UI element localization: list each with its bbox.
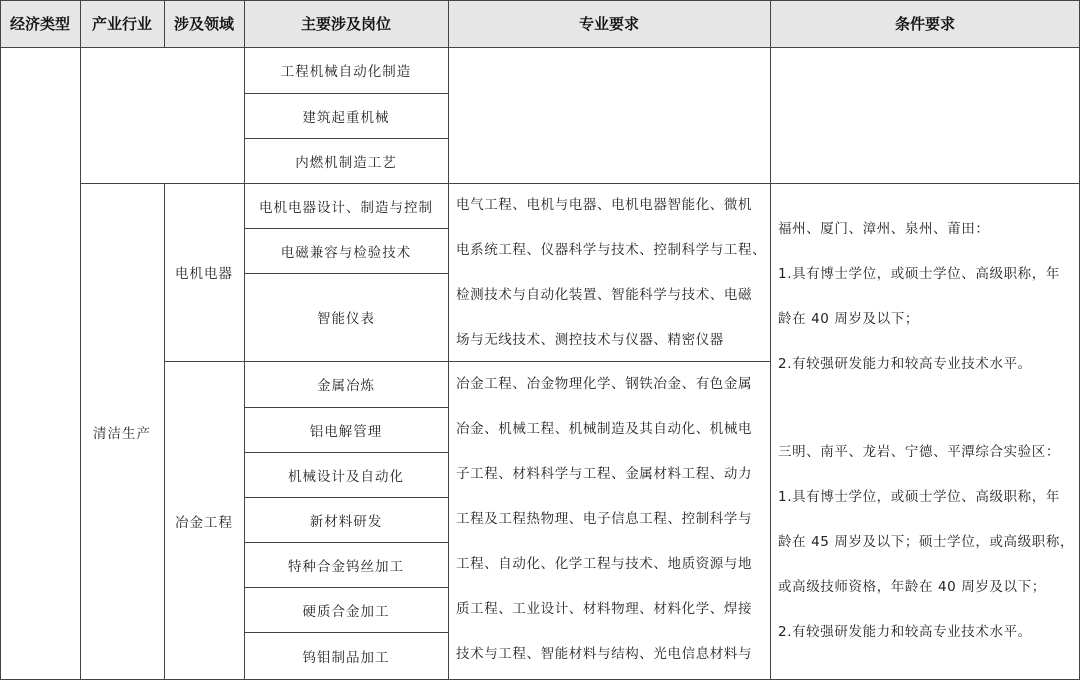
position-cell: 电机电器设计、制造与控制 <box>259 199 433 216</box>
grid-line <box>0 0 1 680</box>
position-cell: 智能仪表 <box>317 311 375 327</box>
condition-line: 福州、厦门、漳州、泉州、莆田： <box>778 221 990 237</box>
majors-line: 工程、自动化、化学工程与技术、地质资源与地 <box>456 556 753 572</box>
grid-line <box>770 0 771 680</box>
field-motor-cell: 电机电器 <box>175 266 233 282</box>
position-cell: 电磁兼容与检验技术 <box>280 244 412 261</box>
position-cell: 特种合金钨丝加工 <box>288 558 404 575</box>
header-majors: 专业要求 <box>578 15 639 33</box>
majors-motor-text <box>456 183 766 363</box>
conditions-group1-text <box>778 207 1060 387</box>
condition-line: 龄在 40 周岁及以下； <box>778 311 919 327</box>
position-cell: 工程机械自动化制造 <box>280 64 412 80</box>
header-industry: 产业行业 <box>91 15 152 33</box>
position-cell: 机械设计及自动化 <box>288 468 404 485</box>
majors-line: 冶金工程、冶金物理化学、钢铁冶金、有色金属 <box>456 376 753 392</box>
grid-line <box>448 0 449 680</box>
condition-line: 1.具有博士学位，或硕士学位、高级职称，年 <box>778 489 1060 505</box>
position-cell: 铝电解管理 <box>309 423 383 440</box>
grid-line <box>0 47 1080 48</box>
majors-line: 电系统工程、仪器科学与技术、控制科学与工程、 <box>456 242 767 258</box>
majors-line: 质工程、工业设计、材料物理、材料化学、焊接 <box>456 601 753 617</box>
position-cell: 内燃机制造工艺 <box>295 154 397 171</box>
conditions-group2-text <box>778 430 1074 655</box>
majors-line: 子工程、材料科学与工程、金属材料工程、动力 <box>456 466 753 482</box>
majors-line: 场与无线技术、测控技术与仪器、精密仪器 <box>456 332 724 348</box>
majors-line: 电气工程、电机与电器、电机电器智能化、微机 <box>456 197 753 213</box>
condition-line: 三明、南平、龙岩、宁德、平潭综合实验区： <box>778 444 1060 460</box>
condition-line: 2.有较强研发能力和较高专业技术水平。 <box>778 624 1032 640</box>
position-cell: 金属冶炼 <box>317 378 375 394</box>
majors-line: 冶金、机械工程、机械制造及其自动化、机械电 <box>456 421 753 437</box>
industry-cell: 清洁生产 <box>93 425 151 442</box>
majors-line: 检测技术与自动化装置、智能科学与技术、电磁 <box>456 287 753 303</box>
position-cell: 建筑起重机械 <box>302 109 390 126</box>
header-positions: 主要涉及岗位 <box>300 15 391 33</box>
position-cell: 硬质合金加工 <box>302 603 390 620</box>
majors-line: 技术与工程、智能材料与结构、光电信息材料与 <box>456 646 753 662</box>
position-cell: 新材料研发 <box>309 513 383 530</box>
condition-line: 龄在 45 周岁及以下；硕士学位，或高级职称， <box>778 534 1075 550</box>
condition-line: 或高级技师资格，年龄在 40 周岁及以下； <box>778 579 1046 595</box>
header-domain: 涉及领域 <box>173 15 234 33</box>
field-metallurgy-cell: 冶金工程 <box>175 514 233 531</box>
condition-line: 2.有较强研发能力和较高专业技术水平。 <box>778 356 1032 372</box>
position-cell: 钨钼制品加工 <box>302 649 390 666</box>
grid-line <box>164 0 165 47</box>
header-economic-type: 经济类型 <box>9 15 70 33</box>
majors-metallurgy-text <box>456 362 752 677</box>
condition-line: 1.具有博士学位，或硕士学位、高级职称，年 <box>778 266 1060 282</box>
header-conditions: 条件要求 <box>894 15 955 33</box>
majors-line: 工程及工程热物理、电子信息工程、控制科学与 <box>456 511 753 527</box>
grid-line <box>0 0 1080 1</box>
